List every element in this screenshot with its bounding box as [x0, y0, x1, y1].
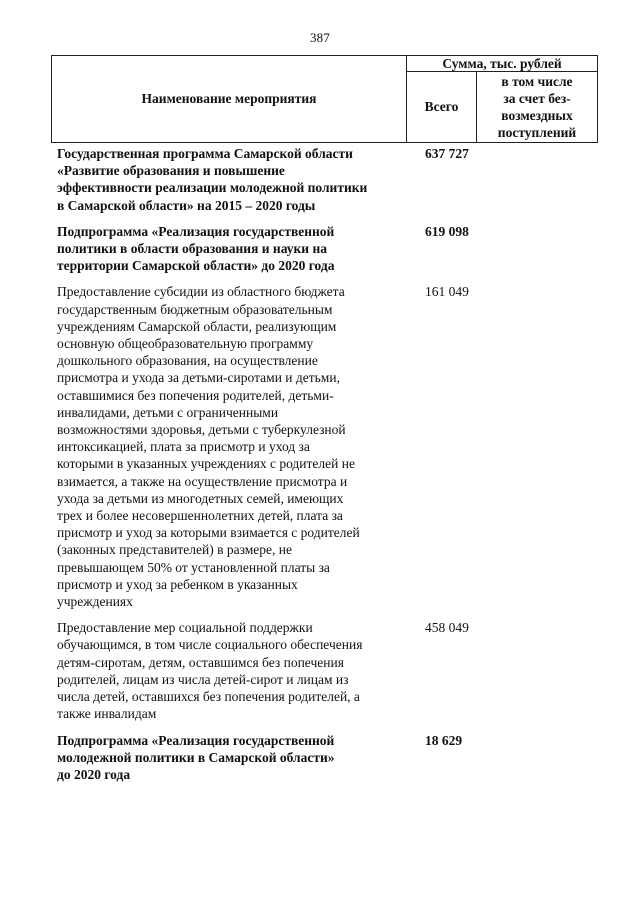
row-name — [57, 283, 397, 610]
row-name-line: территории Самарской области» до 2020 года — [57, 258, 335, 274]
row-name-line: основную общеобразовательную программу — [57, 336, 314, 352]
row-name-line: возможностями здоровья, детьми с туберкулезной — [57, 422, 346, 438]
row-name-line: родителей, лицам из числа детей-сирот и лицам из — [57, 671, 349, 687]
row-name-line: политики в области образования и науки на — [57, 241, 327, 257]
header-free-line: за счет без- — [503, 91, 571, 106]
row-name-line: которыми в указанных учреждениях с родителей не — [57, 456, 355, 472]
row-name-line: взимается, а также на осуществление присмотра и — [57, 473, 348, 489]
header-name-column: Наименование мероприятия — [52, 56, 407, 142]
header-sum-column: Сумма, тыс. рублей — [407, 56, 597, 72]
page-number: 387 — [309, 30, 331, 45]
table-row — [57, 145, 617, 214]
row-name-line: Подпрограмма «Реализация государственной — [57, 732, 335, 748]
row-name — [57, 145, 397, 214]
row-name-line: присмотр и уход за ребенком в указанных — [57, 576, 298, 592]
table-row — [57, 619, 617, 722]
row-name — [57, 619, 397, 722]
row-name-line: числа детей, оставшихся без попечения родителей, а — [57, 689, 360, 705]
row-name-line: оставшимися без попечения родителей, детьми- — [57, 387, 334, 403]
row-total: 458 049 — [425, 620, 469, 636]
row-name-line: интоксикацией, плата за присмотр и уход за — [57, 439, 310, 455]
row-total: 619 098 — [425, 223, 469, 239]
row-name-line: Подпрограмма «Реализация государственной — [57, 223, 335, 239]
table-row — [57, 223, 617, 275]
row-total: 637 727 — [425, 146, 469, 161]
row-name — [57, 223, 397, 275]
row-name-line: учреждениям Самарской области, реализующим — [57, 318, 337, 334]
row-name-line: ухода за детьми из многодетных семей, имеющих — [57, 490, 344, 506]
header-free-line: возмездных — [501, 108, 573, 123]
row-name-line: присмотр и уход за которыми взимается с родителей — [57, 525, 360, 541]
row-name-line: обучающимся, в том числе социального обеспечения — [57, 637, 363, 653]
row-name — [57, 732, 397, 784]
row-name-line: молодежной политики в Самарской области» — [57, 749, 335, 765]
row-name-line: Государственная программа Самарской области — [57, 146, 353, 161]
row-name-line: трех и более несовершеннолетних детей, плата за — [57, 508, 343, 524]
table-row — [57, 732, 617, 784]
row-name-line: присмотра и ухода за детьми-сиротами и детьми, — [57, 370, 340, 386]
row-name-line: эффективности реализации молодежной политики — [57, 180, 368, 196]
header-free-receipts-column — [477, 72, 597, 142]
row-name-line: Предоставление мер социальной поддержки — [57, 620, 313, 636]
row-name-line: Предоставление субсидии из областного бюджета — [57, 284, 345, 300]
row-name-line: государственным бюджетным образовательным — [57, 301, 333, 317]
row-name-line: (законных представителей) в размере, не — [57, 542, 292, 558]
table-body — [57, 145, 617, 783]
table-row — [57, 283, 617, 610]
row-name-line: детям-сиротам, детям, оставшимся без попечения — [57, 654, 344, 670]
row-total: 18 629 — [425, 732, 463, 748]
row-name-line: дошкольного образования, на осуществление — [57, 353, 318, 369]
header-free-line: поступлений — [497, 125, 577, 140]
header-total-column: Всего — [407, 72, 477, 142]
row-name-line: до 2020 года — [57, 766, 131, 782]
row-total: 161 049 — [425, 284, 469, 300]
row-name-line: превышающем 50% от установленной платы за — [57, 559, 330, 575]
row-name-line: также инвалидам — [57, 706, 157, 722]
row-name-line: учреждениях — [57, 594, 133, 610]
row-name-line: инвалидами, детьми с ограниченными — [57, 404, 279, 420]
table-header — [51, 55, 598, 143]
header-free-line: в том числе — [501, 74, 573, 89]
row-name-line: в Самарской области» на 2015 – 2020 годы — [57, 197, 316, 213]
row-name-line: «Развитие образования и повышение — [57, 163, 285, 179]
